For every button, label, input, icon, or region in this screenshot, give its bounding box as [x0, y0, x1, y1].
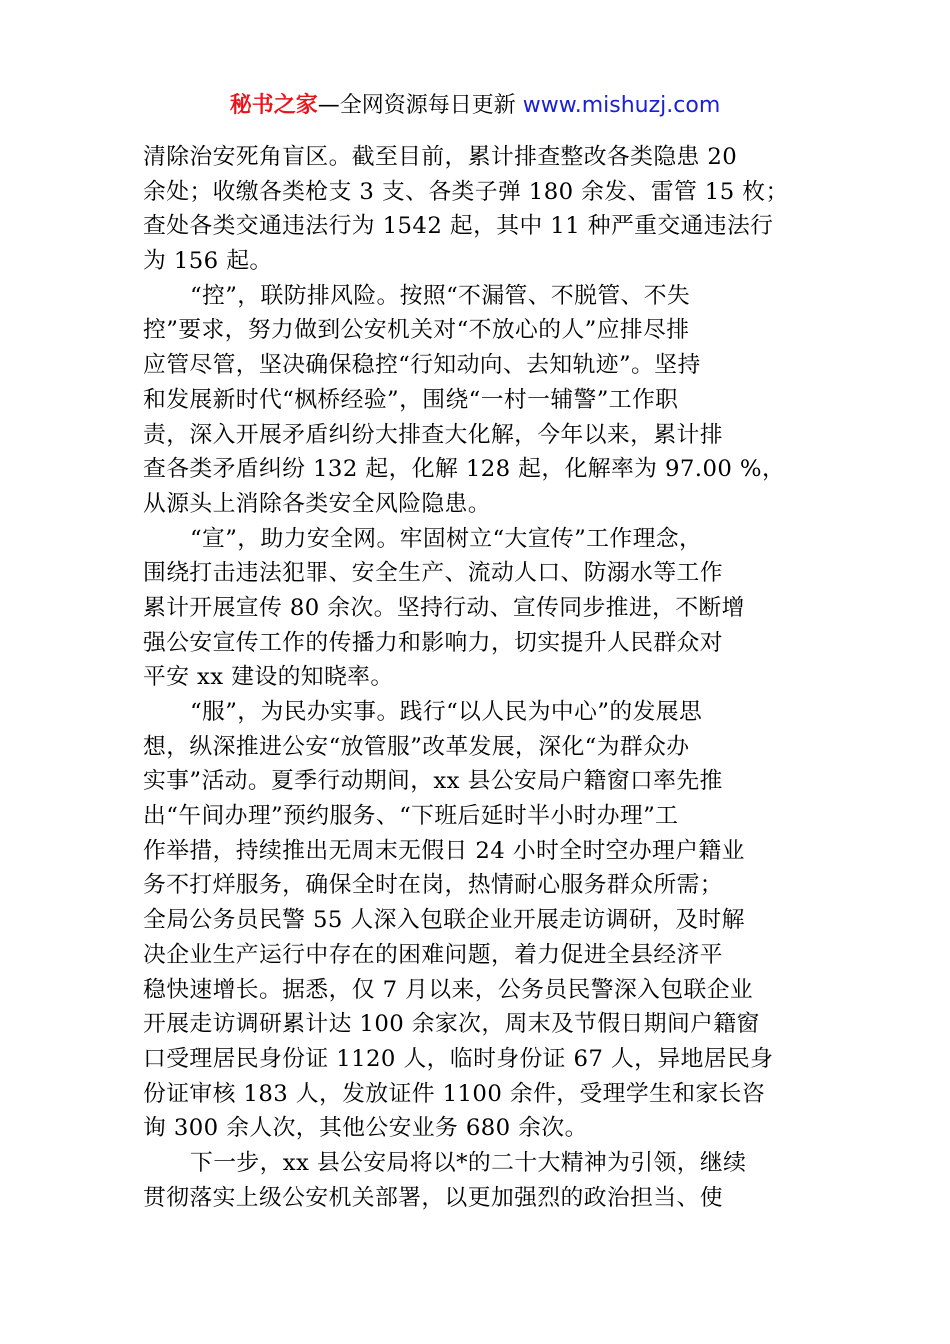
text-line: 全局公务员民警 55 人深入包联企业开展走访调研，及时解 [143, 907, 745, 934]
paragraph-start-line: “控”，联防排风险。按照“不漏管、不脱管、不失 [190, 282, 691, 309]
site-header [0, 86, 950, 126]
text-line: 平安 xx 建设的知晓率。 [143, 664, 394, 691]
text-line: 出“午间办理”预约服务、“下班后延时半小时办理”工 [143, 803, 679, 830]
paragraph-start-line: “服”，为民办实事。践行“以人民为中心”的发展思 [190, 699, 703, 725]
text-line: 贯彻落实上级公安机关部署，以更加强烈的政治担当、使 [143, 1184, 723, 1211]
site-tagline: —全网资源每日更新 [317, 93, 516, 118]
text-line: 控”要求，努力做到公安机关对“不放心的人”应排尽排 [143, 317, 690, 344]
text-line: 稳快速增长。据悉，仅 7 月以来，公务员民警深入包联企业 [143, 976, 754, 1003]
text-line: 累计开展宣传 80 余次。坚持行动、宣传同步推进，不断增 [143, 594, 745, 621]
paragraph-start-line: “宣”，助力安全网。牢固树立“大宣传”工作理念， [190, 525, 703, 552]
text-line: 想，纵深推进公安“放管服”改革发展，深化“为群众办 [143, 733, 690, 760]
text-line: 口受理居民身份证 1120 人，临时身份证 67 人，异地居民身 [143, 1045, 774, 1072]
text-line: 强公安宣传工作的传播力和影响力，切实提升人民群众对 [143, 629, 723, 656]
text-line: 应管尽管，坚决确保稳控“行知动向、去知轨迹”。坚持 [143, 352, 701, 379]
text-line: 从源头上消除各类安全风险隐患。 [143, 490, 491, 517]
text-line: 余处；收缴各类枪支 3 支、各类子弹 180 余发、雷管 15 枚； [143, 178, 789, 205]
paragraph-start-line: 下一步，xx 县公安局将以*的二十大精神为引领，继续 [190, 1149, 747, 1176]
text-line: 清除治安死角盲区。截至目前，累计排查整改各类隐患 20 [143, 144, 738, 170]
text-line: 决企业生产运行中存在的困难问题，着力促进全县经济平 [143, 941, 723, 968]
site-url-link[interactable]: www.mishuzj.com [522, 93, 721, 118]
text-line: 询 300 余人次，其他公安业务 680 余次。 [143, 1115, 588, 1142]
text-line: 责，深入开展矛盾纠纷大排查大化解，今年以来，累计排 [143, 421, 723, 448]
text-line: 份证审核 183 人，发放证件 1100 余件，受理学生和家长咨 [143, 1080, 766, 1107]
text-line: 查各类矛盾纠纷 132 起，化解 128 起，化解率为 97.00 %， [143, 456, 786, 483]
text-line: 务不打烊服务，确保全时在岗，热情耐心服务群众所需； [143, 872, 723, 899]
text-line: 查处各类交通违法行为 1542 起，其中 11 种严重交通违法行 [143, 213, 774, 240]
text-line: 为 156 起。 [143, 248, 273, 275]
text-line: 实事”活动。夏季行动期间，xx 县公安局户籍窗口率先推 [143, 768, 723, 795]
text-line: 围绕打击违法犯罪、安全生产、流动人口、防溺水等工作 [143, 560, 723, 587]
document-body [143, 140, 815, 1215]
site-brand: 秘书之家 [229, 93, 318, 118]
text-line: 开展走访调研累计达 100 余家次，周末及节假日期间户籍窗 [143, 1011, 760, 1038]
text-line: 作举措，持续推出无周末无假日 24 小时全时空办理户籍业 [143, 837, 745, 864]
text-line: 和发展新时代“枫桥经验”，围绕“一村一辅警”工作职 [143, 386, 679, 413]
